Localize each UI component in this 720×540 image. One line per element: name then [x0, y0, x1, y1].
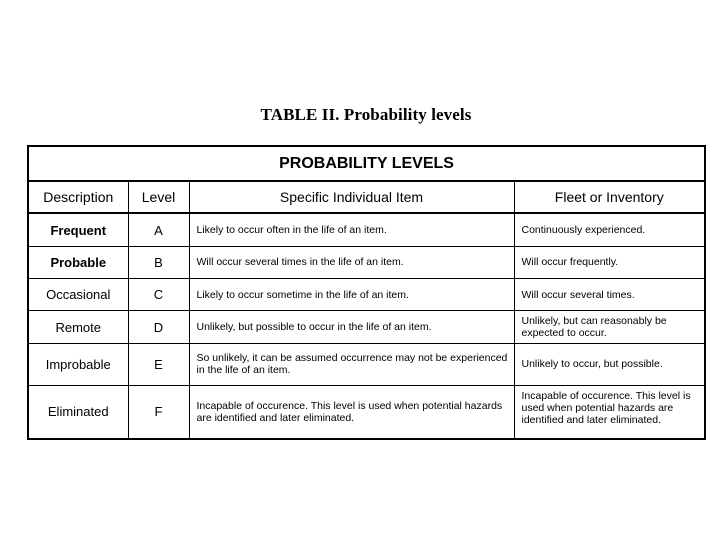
row-description: Occasional	[28, 278, 128, 310]
row-level: F	[128, 385, 189, 439]
row-fleet-inventory: Continuously experienced.	[514, 213, 705, 246]
table-caption: TABLE II. Probability levels	[260, 105, 472, 124]
header-specific-item: Specific Individual Item	[189, 181, 514, 213]
table-row	[28, 385, 705, 439]
row-specific-item: Unlikely, but possible to occur in the life of an item.	[189, 311, 514, 344]
table-row	[28, 344, 705, 385]
table-row	[28, 213, 705, 246]
row-fleet-inventory: Unlikely, but can reasonably be expected to occur.	[514, 311, 705, 344]
row-level: C	[128, 278, 189, 310]
row-level: B	[128, 246, 189, 278]
row-description: Remote	[28, 311, 128, 344]
row-level: E	[128, 344, 189, 385]
table-row	[28, 278, 705, 310]
row-description: Improbable	[28, 344, 128, 385]
row-description: Eliminated	[28, 385, 128, 439]
row-fleet-inventory: Will occur frequently.	[514, 246, 705, 278]
row-fleet-inventory: Will occur several times.	[514, 278, 705, 310]
row-description: Frequent	[28, 213, 128, 246]
table-title-row	[28, 146, 705, 181]
table-row	[28, 311, 705, 344]
row-specific-item: So unlikely, it can be assumed occurrence may not be experienced in the life of an item.	[189, 344, 514, 385]
row-specific-item: Will occur several times in the life of an item.	[189, 246, 514, 278]
probability-levels-table	[27, 145, 706, 440]
table-row	[28, 246, 705, 278]
row-description: Probable	[28, 246, 128, 278]
table-header-row	[28, 181, 705, 213]
row-specific-item: Incapable of occurence. This level is used when potential hazards are identified and later eliminated.	[189, 385, 514, 439]
row-fleet-inventory: Incapable of occurence. This level is used when potential hazards are identified and later eliminated.	[514, 385, 705, 439]
row-level: A	[128, 213, 189, 246]
row-fleet-inventory: Unlikely to occur, but possible.	[514, 344, 705, 385]
header-level: Level	[128, 181, 189, 213]
probability-levels-table-container	[27, 145, 704, 440]
header-fleet-inventory: Fleet or Inventory	[514, 181, 705, 213]
header-description: Description	[28, 181, 128, 213]
row-specific-item: Likely to occur sometime in the life of an item.	[189, 278, 514, 310]
table-title: PROBABILITY LEVELS	[28, 146, 705, 181]
row-level: D	[128, 311, 189, 344]
row-specific-item: Likely to occur often in the life of an item.	[189, 213, 514, 246]
